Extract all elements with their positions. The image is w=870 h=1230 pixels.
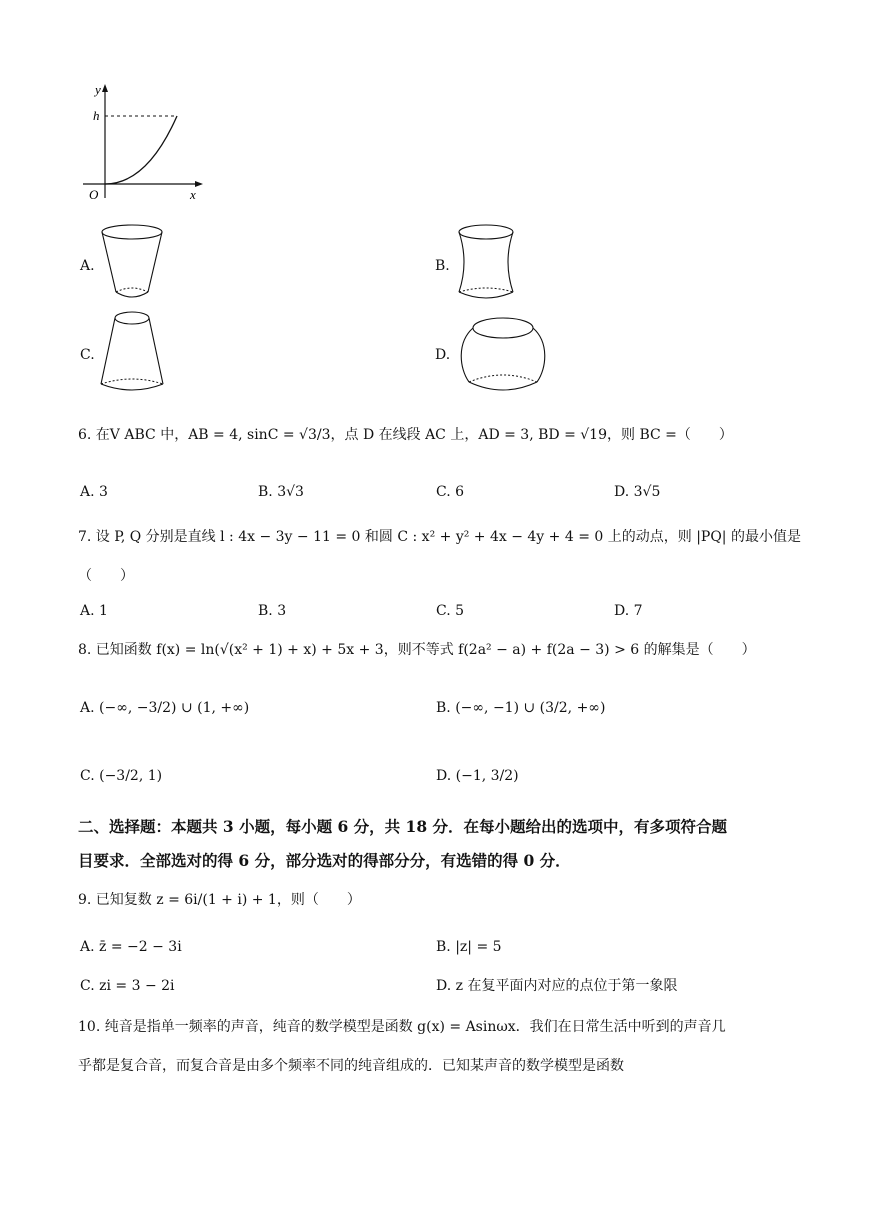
hourglass-vase-icon	[454, 222, 524, 304]
q5-option-c-letter: C.	[80, 347, 95, 363]
q9-option-c: C. zi = 3 − 2i	[80, 978, 175, 994]
height-time-graph	[75, 80, 205, 205]
q7-option-c: C. 5	[436, 603, 465, 619]
q5-option-a-letter: A.	[80, 258, 95, 274]
q5-option-d-letter: D.	[435, 347, 451, 363]
q7-stem-continuation: （ ）	[78, 568, 134, 584]
q6-option-b: B. 3√3	[258, 484, 304, 500]
cup-icon	[98, 222, 168, 304]
q9-option-b: B. |z| = 5	[436, 939, 502, 955]
h-label: h	[93, 108, 100, 123]
q6-option-a: A. 3	[80, 484, 108, 500]
q8-option-b: B. (−∞, −1) ∪ (3/2, +∞)	[436, 700, 606, 716]
q6-stem: 6. 在V ABC 中，AB = 4, sinC = √3/3，点 D 在线段 AC 上，AD = 3, BD = √19，则 BC =（ ）	[78, 427, 733, 443]
section2-line1: 二、选择题：本题共 3 小题，每小题 6 分，共 18 分．在每小题给出的选项中，有多项符合题	[78, 817, 728, 836]
q7-option-b: B. 3	[258, 603, 287, 619]
q10-line1: 10. 纯音是指单一频率的声音，纯音的数学模型是函数 g(x) = Asinωx．我们在日常生活中听到的声音几	[78, 1019, 726, 1035]
q5-option-b-letter: B.	[435, 258, 450, 274]
q8-option-c: C. (−3/2, 1)	[80, 768, 163, 784]
q7-stem: 7. 设 P, Q 分别是直线 l : 4x − 3y − 11 = 0 和圆 C : x² + y² + 4x − 4y + 4 = 0 上的动点，则 |PQ| 的最小值是	[78, 529, 801, 545]
origin-label: O	[89, 187, 99, 202]
y-label: y	[95, 82, 101, 97]
q8-stem: 8. 已知函数 f(x) = ln(√(x² + 1) + x) + 5x + 3，则不等式 f(2a² − a) + f(2a − 3) > 6 的解集是（ ）	[78, 642, 756, 658]
section2-line2: 目要求．全部选对的得 6 分，部分选对的得部分分，有选错的得 0 分．	[78, 851, 571, 870]
x-label: x	[190, 187, 196, 202]
height-curve	[105, 116, 177, 184]
q8-option-d: D. (−1, 3/2)	[436, 768, 519, 784]
q10-line2: 乎都是复合音，而复合音是由多个频率不同的纯音组成的．已知某声音的数学模型是函数	[78, 1058, 624, 1074]
x-axis-arrow	[195, 181, 203, 187]
y-axis-arrow	[102, 84, 108, 92]
barrel-icon	[455, 312, 551, 396]
frustum-icon	[96, 308, 172, 396]
q9-option-a: A. z̄ = −2 − 3i	[80, 939, 182, 955]
q9-stem: 9. 已知复数 z = 6i/(1 + i) + 1，则（ ）	[78, 892, 361, 908]
q6-option-d: D. 3√5	[614, 484, 661, 500]
q6-option-c: C. 6	[436, 484, 465, 500]
q7-option-a: A. 1	[80, 603, 108, 619]
q8-option-a: A. (−∞, −3/2) ∪ (1, +∞)	[80, 700, 250, 716]
q9-option-d: D. z 在复平面内对应的点位于第一象限	[436, 978, 678, 994]
q7-option-d: D. 7	[614, 603, 643, 619]
